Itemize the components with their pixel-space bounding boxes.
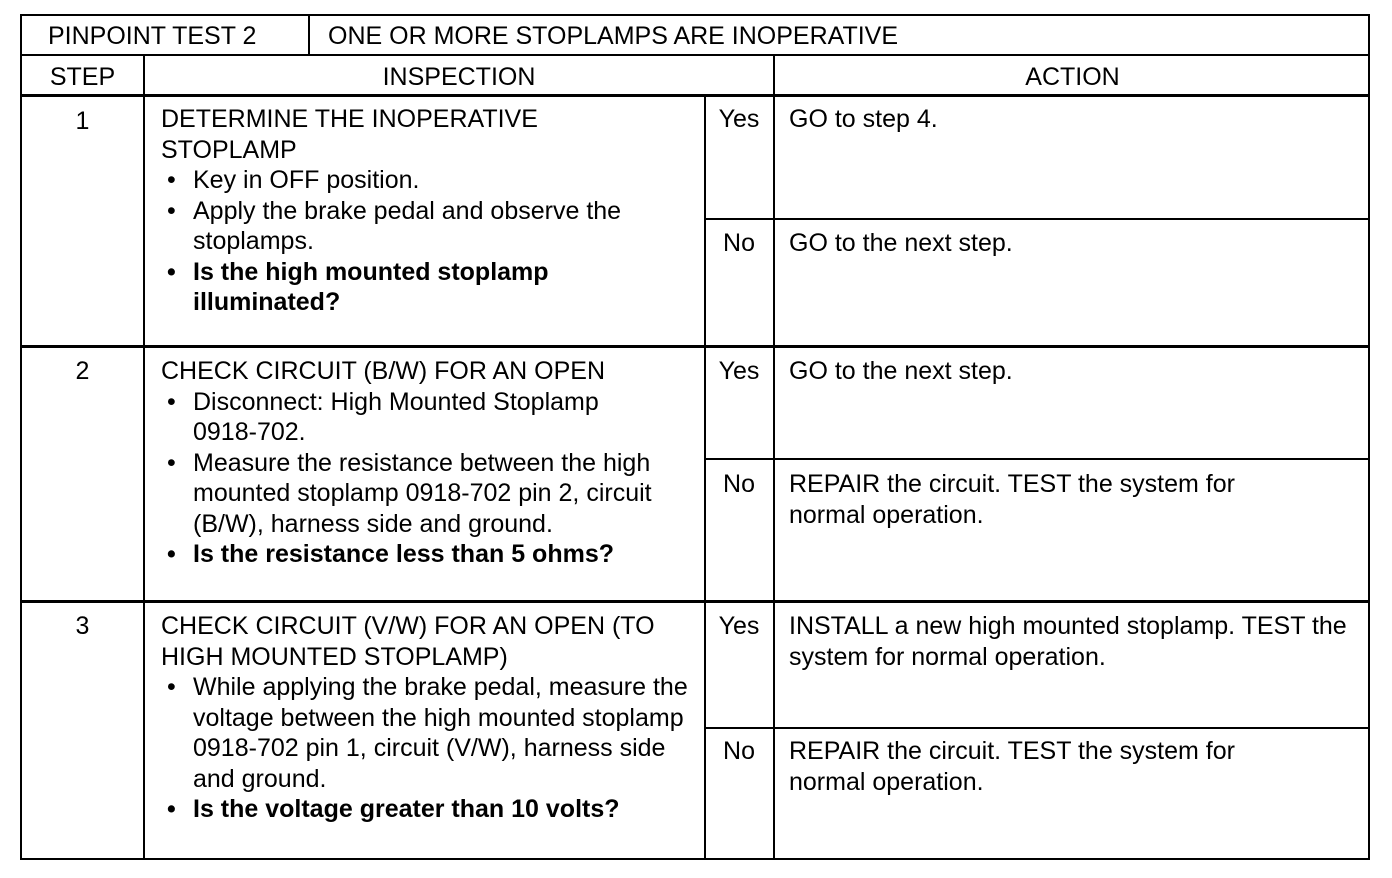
step-question: • Is the voltage greater than 10 volts? xyxy=(161,794,701,825)
header-step: STEP xyxy=(49,63,116,91)
step-number: 2 xyxy=(75,357,90,385)
divider xyxy=(704,458,1368,460)
yes-label: Yes xyxy=(718,105,760,133)
yes-label: Yes xyxy=(718,612,760,640)
step-number: 1 xyxy=(75,107,90,135)
pinpoint-test-table xyxy=(20,14,1370,860)
step-inspection xyxy=(161,104,701,318)
divider xyxy=(22,54,1368,56)
step-heading: CHECK CIRCUIT (V/W) FOR AN OPEN (TO HIGH MOUNTED STOPLAMP) xyxy=(161,612,655,671)
divider xyxy=(704,727,1368,729)
divider xyxy=(143,54,145,860)
header-action: ACTION xyxy=(1025,63,1120,91)
no-action: REPAIR the circuit. TEST the system for normal operation. xyxy=(789,737,1235,796)
bullet-item: • Key in OFF position. xyxy=(161,165,701,196)
step-number: 3 xyxy=(75,612,90,640)
no-label: No xyxy=(723,470,755,498)
bullet-item: • While applying the brake pedal, measure the voltage between the high mounted stoplamp 0918-702 pin 1, circuit (V/W), harness side and ground. xyxy=(161,672,693,794)
bullet-item: • Disconnect: High Mounted Stoplamp 0918-702. xyxy=(161,387,643,448)
step-heading: CHECK CIRCUIT (B/W) FOR AN OPEN xyxy=(161,357,606,385)
step-inspection xyxy=(161,356,701,570)
bullet-item: • Measure the resistance between the high mounted stoplamp 0918-702 pin 2, circuit (B/W), harness side and ground. xyxy=(161,448,693,540)
step-bullets xyxy=(161,165,701,318)
step-heading: DETERMINE THE INOPERATIVE STOPLAMP xyxy=(161,105,538,164)
step-question: • Is the high mounted stoplamp illuminated? xyxy=(161,257,613,318)
divider xyxy=(308,16,310,54)
no-label: No xyxy=(723,229,755,257)
divider xyxy=(22,94,1368,97)
no-label: No xyxy=(723,737,755,765)
step-question: • Is the resistance less than 5 ohms? xyxy=(161,539,701,570)
step-inspection xyxy=(161,611,701,825)
no-action: GO to the next step. xyxy=(789,229,1013,257)
divider xyxy=(773,54,775,860)
yes-action: GO to step 4. xyxy=(789,105,938,133)
yes-action: INSTALL a new high mounted stoplamp. TEST the system for normal operation. xyxy=(789,612,1347,671)
step-bullets xyxy=(161,387,701,570)
yes-label: Yes xyxy=(718,357,760,385)
divider xyxy=(22,345,1368,348)
bullet-item: • Apply the brake pedal and observe the stoplamps. xyxy=(161,196,673,257)
divider xyxy=(22,600,1368,603)
divider xyxy=(704,218,1368,220)
yes-action: GO to the next step. xyxy=(789,357,1013,385)
step-bullets xyxy=(161,672,701,825)
header-inspection: INSPECTION xyxy=(382,63,536,91)
no-action: REPAIR the circuit. TEST the system for normal operation. xyxy=(789,470,1235,529)
test-id: PINPOINT TEST 2 xyxy=(48,22,257,50)
test-description: ONE OR MORE STOPLAMPS ARE INOPERATIVE xyxy=(328,22,899,50)
